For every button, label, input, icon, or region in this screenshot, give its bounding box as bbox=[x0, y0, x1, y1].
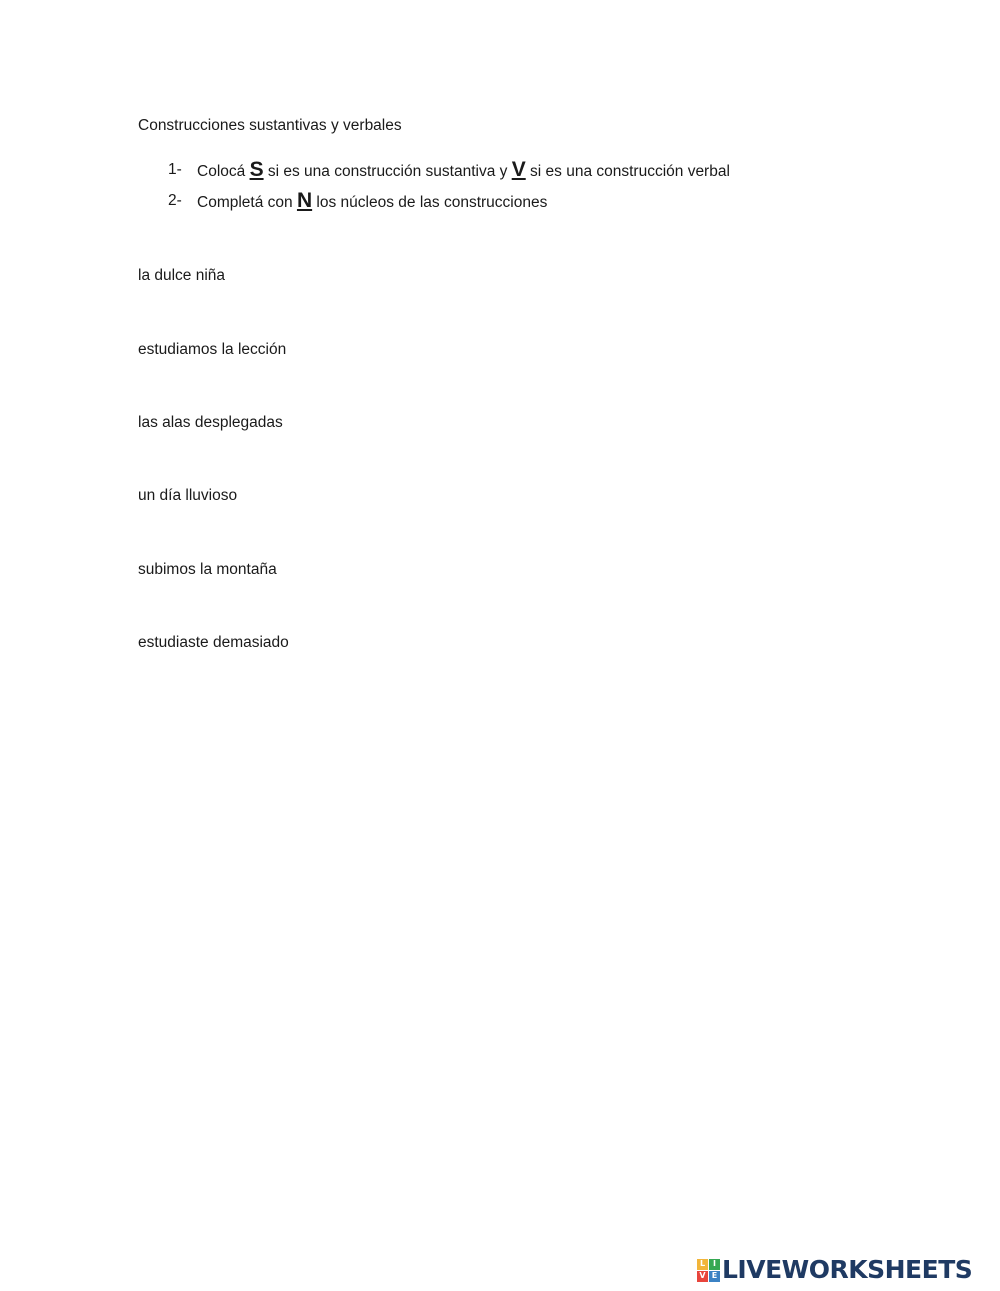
phrase-item: un día lluvioso bbox=[138, 487, 238, 504]
instruction-text-part: los núcleos de las construcciones bbox=[312, 194, 548, 211]
phrase-item: las alas desplegadas bbox=[138, 414, 283, 431]
marker-v: V bbox=[511, 158, 526, 181]
phrase-item: la dulce niña bbox=[138, 267, 226, 284]
instruction-text-part: Completá con bbox=[197, 194, 297, 211]
marker-s: S bbox=[249, 158, 264, 181]
logo-tile: L bbox=[697, 1259, 708, 1270]
logo-tile: V bbox=[697, 1271, 708, 1282]
instruction-text bbox=[197, 187, 547, 217]
worksheet-title: Construcciones sustantivas y verbales bbox=[138, 117, 402, 134]
phrase-item: subimos la montaña bbox=[138, 561, 277, 578]
instruction-text-part: si es una construcción sustantiva y bbox=[263, 163, 512, 180]
marker-n: N bbox=[296, 189, 313, 212]
brand-wordmark: LIVEWORKSHEETS bbox=[722, 1255, 973, 1284]
instruction-number: 2- bbox=[168, 192, 182, 209]
logo-tile: E bbox=[709, 1271, 720, 1282]
liveworksheets-logo-icon bbox=[697, 1259, 720, 1282]
logo-tile: I bbox=[709, 1259, 720, 1270]
phrase-item: estudiaste demasiado bbox=[138, 634, 289, 651]
liveworksheets-brand bbox=[697, 1256, 972, 1284]
instruction-number: 1- bbox=[168, 161, 182, 178]
instruction-text bbox=[197, 156, 730, 186]
instruction-text-part: Colocá bbox=[197, 163, 250, 180]
phrase-item: estudiamos la lección bbox=[138, 341, 287, 358]
instruction-text-part: si es una construcción verbal bbox=[525, 163, 730, 180]
